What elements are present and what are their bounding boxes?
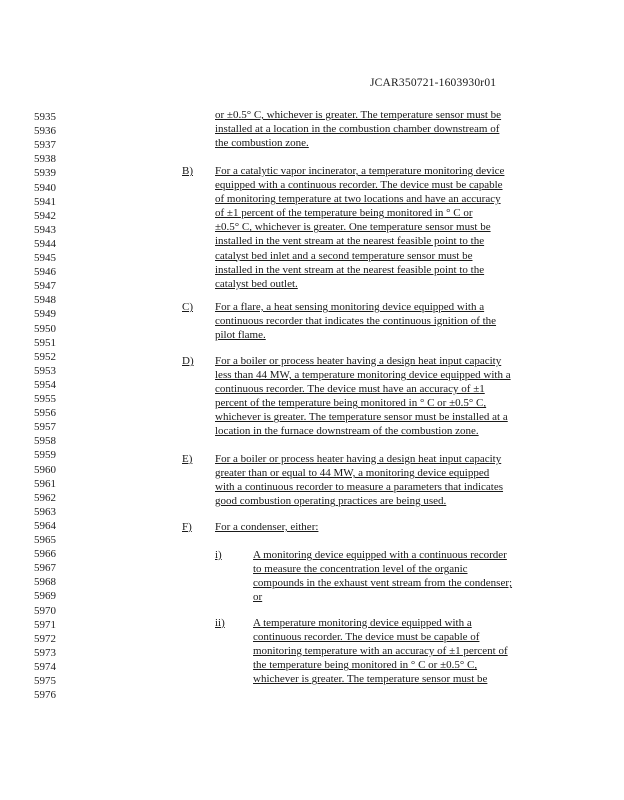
text-line: equipped with a continuous recorder. The device must be capable [215,179,503,192]
item-label-f-i: i) [215,549,222,561]
text-line: location in the furnace downstream of the combustion zone. [215,425,479,438]
text-line: the temperature being monitored in ° C or ±0.5° C, [253,659,478,672]
item-label-c: C) [182,301,193,313]
text-line: installed in the vent stream at the nearest feasible point to the [215,235,485,248]
line-number: 5975 [34,675,56,687]
line-number: 5960 [34,463,56,476]
text-line: the combustion zone. [215,137,309,150]
line-number: 5956 [34,407,56,420]
text-line: A temperature monitoring device equipped with a [253,617,472,629]
line-number: 5962 [34,491,56,504]
text-line: whichever is greater. The temperature sensor must be [253,673,488,686]
item-label-f-ii: ii) [215,617,225,629]
text-line: good combustion operating practices are being used. [215,495,447,508]
text-line: For a boiler or process heater having a design heat input capacity [215,453,502,465]
text-line: A monitoring device equipped with a continuous recorder [253,549,507,561]
line-number: 5976 [34,689,56,702]
text-line: less than 44 MW, a temperature monitoring device equipped with a [215,369,511,382]
text-line: pilot flame. [215,329,266,342]
para-c [215,300,545,342]
para-e [215,452,545,508]
line-number: 5974 [34,660,56,673]
para-d [215,354,545,439]
line-number: 5942 [34,209,56,222]
line-number: 5936 [34,125,56,138]
line-number: 5944 [34,237,56,250]
text-line: For a boiler or process heater having a design heat input capacity [215,355,502,367]
line-number: 5969 [34,590,56,603]
text-line: catalyst bed outlet. [215,277,298,290]
line-number: 5951 [34,336,56,349]
line-number: 5952 [34,350,56,363]
line-number: 5950 [34,322,56,335]
text-line: For a condenser, either: [215,521,319,533]
line-number: 5967 [34,562,56,575]
line-number: 5959 [34,449,56,462]
text-line: or [253,591,263,604]
line-number: 5971 [34,618,56,631]
line-number: 5973 [34,646,56,659]
line-number: 5966 [34,548,56,561]
para-b [215,164,545,291]
text-line: continuous recorder. The device must have an accuracy of ±1 [215,383,485,396]
document-id-header: JCAR350721-1603930r01 [370,77,497,89]
para-f-i [253,548,553,604]
text-line: to measure the concentration level of the organic [253,563,468,576]
text-line: or ±0.5° C, whichever is greater. The temperature sensor must be [215,109,502,121]
line-number: 5938 [34,153,56,166]
line-number: 5972 [34,632,56,645]
line-number: 5940 [34,181,56,194]
text-line: with a continuous recorder to measure a parameters that indicates [215,481,504,494]
line-number: 5961 [34,477,56,490]
para-continuation [215,108,545,150]
text-line: monitoring temperature with an accuracy of ±1 percent of [253,645,508,658]
text-line: of monitoring temperature at two locations and have an accuracy [215,193,501,206]
item-label-b: B) [182,165,193,177]
line-number: 5943 [34,223,56,236]
item-label-f: F) [182,521,192,533]
text-line: For a flare, a heat sensing monitoring device equipped with a [215,301,485,313]
text-line: of ±1 percent of the temperature being monitored in ° C or [215,207,473,220]
line-number: 5958 [34,435,56,448]
line-number: 5947 [34,280,56,293]
text-line: percent of the temperature being monitored in ° C or ±0.5° C, [215,397,487,410]
line-number: 5964 [34,519,56,532]
line-number: 5953 [34,364,56,377]
text-line: catalyst bed inlet and a second temperature sensor must be [215,249,473,262]
text-line: installed in the vent stream at the nearest feasible point to the [215,263,485,276]
text-line: ±0.5° C, whichever is greater. One temperature sensor must be [215,221,491,234]
text-line: continuous recorder. The device must be capable of [253,631,480,644]
line-number: 5945 [34,252,56,264]
line-number: 5954 [34,378,56,391]
line-number: 5968 [34,576,56,589]
line-number: 5939 [34,167,56,180]
line-number: 5935 [34,111,56,123]
line-number: 5937 [34,139,56,152]
item-label-d: D) [182,355,194,367]
line-number: 5941 [34,195,56,208]
text-line: whichever is greater. The temperature sensor must be installed at a [215,411,508,424]
para-f-ii [253,616,553,686]
line-number: 5946 [34,266,56,279]
line-number: 5949 [34,308,56,321]
line-number: 5963 [34,505,56,518]
text-line: installed at a location in the combustion chamber downstream of [215,123,500,136]
line-number: 5948 [34,294,56,307]
text-line: compounds in the exhaust vent stream from the condenser; [253,577,513,590]
line-number: 5955 [34,393,56,405]
para-f [215,520,545,534]
line-number: 5970 [34,604,56,617]
text-line: continuous recorder that indicates the continuous ignition of the [215,315,497,328]
line-number: 5965 [34,534,56,546]
text-line: greater than or equal to 44 MW, a monitoring device equipped [215,467,490,480]
item-label-e: E) [182,453,193,465]
text-line: For a catalytic vapor incinerator, a temperature monitoring device [215,165,505,177]
line-number: 5957 [34,421,56,434]
